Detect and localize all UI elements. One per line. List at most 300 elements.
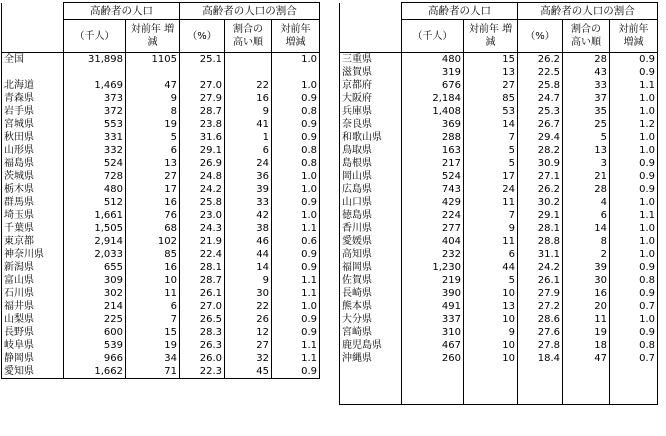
share-rank-cell: 37 [563, 92, 610, 105]
prefecture-cell: 愛媛県 [340, 235, 402, 248]
share-percent-cell: 28.2 [518, 144, 563, 157]
share-rank-cell: 14 [563, 222, 610, 235]
prefecture-cell: 広島県 [340, 183, 402, 196]
share-percent-cell: 26.0 [180, 352, 225, 365]
prefecture-cell: 福井県 [2, 300, 64, 313]
share-percent-cell: 24.3 [180, 222, 225, 235]
share-change-cell: 1.1 [272, 274, 320, 287]
share-rank-cell: 18 [563, 339, 610, 352]
prefecture-cell: 愛知県 [2, 365, 64, 379]
share-percent-cell: 23.0 [180, 209, 225, 222]
share-percent-cell: 30.9 [518, 157, 563, 170]
table-row [2, 300, 320, 313]
table-row [2, 183, 320, 196]
share-percent-cell: 28.7 [180, 105, 225, 118]
population-cell: 491 [402, 300, 464, 313]
share-percent-cell: 24.2 [518, 261, 563, 274]
share-rank-cell: 5 [563, 131, 610, 144]
share-change-cell: 0.9 [272, 92, 320, 105]
share-percent-cell: 25.8 [518, 79, 563, 92]
share-change-cell: 1.0 [610, 144, 658, 157]
prefecture-cell: 大阪府 [340, 92, 402, 105]
population-change-cell: 10 [464, 339, 518, 352]
share-percent-cell: 30.2 [518, 196, 563, 209]
thousand-header: （千人） [64, 20, 126, 53]
share-rank-cell: 2 [563, 248, 610, 261]
population-change-cell: 7 [464, 131, 518, 144]
table-row [2, 209, 320, 222]
share-percent-cell: 26.1 [518, 274, 563, 287]
share-change-cell: 1.1 [272, 222, 320, 235]
population-cell: 332 [64, 144, 126, 157]
share-change-cell [272, 66, 320, 79]
rank-header-text: 割合の 高い順 [571, 24, 601, 48]
population-cell: 277 [402, 222, 464, 235]
table-row [2, 79, 320, 92]
population-change-cell: 47 [126, 79, 180, 92]
share-percent-cell: 27.2 [518, 300, 563, 313]
population-change-cell: 10 [126, 274, 180, 287]
prefecture-cell: 熊本県 [340, 300, 402, 313]
share-rank-cell: 6 [225, 144, 272, 157]
population-cell: 1,408 [402, 105, 464, 118]
left-table-body [2, 53, 320, 379]
yoy-header-text: 対前年 増減 [130, 24, 175, 48]
population-cell: 163 [402, 144, 464, 157]
share-rank-cell: 39 [563, 261, 610, 274]
population-change-cell: 11 [464, 196, 518, 209]
population-cell: 390 [402, 287, 464, 300]
share-change-cell: 1.0 [610, 92, 658, 105]
population-change-cell: 16 [126, 261, 180, 274]
table-row [340, 170, 658, 183]
population-cell: 1,469 [64, 79, 126, 92]
share-change-cell: 0.9 [272, 248, 320, 261]
rank-header-text: 割合の 高い順 [233, 24, 263, 48]
population-cell: 260 [402, 352, 464, 365]
share-percent-cell: 26.3 [180, 339, 225, 352]
population-change-cell: 19 [126, 339, 180, 352]
prefecture-cell: 大分県 [340, 313, 402, 326]
share-percent-cell: 28.1 [518, 222, 563, 235]
share-rank-cell: 11 [563, 313, 610, 326]
share-change-cell: 0.9 [610, 157, 658, 170]
prefecture-cell: 徳島県 [340, 209, 402, 222]
prefecture-cell: 三重県 [340, 53, 402, 67]
population-cell: 309 [64, 274, 126, 287]
population-change-cell: 6 [126, 144, 180, 157]
share-rank-cell: 35 [563, 105, 610, 118]
table-row [2, 339, 320, 352]
table-row [340, 53, 658, 67]
share-rank-cell: 47 [563, 352, 610, 365]
table-row [2, 118, 320, 131]
table-row [2, 105, 320, 118]
share-change-cell: 0.9 [272, 313, 320, 326]
share-rank-cell: 6 [563, 209, 610, 222]
share-percent-cell: 29.1 [518, 209, 563, 222]
population-change-cell: 5 [464, 144, 518, 157]
population-cell: 512 [64, 196, 126, 209]
share-rank-cell: 33 [225, 196, 272, 209]
share-change-cell: 1.0 [610, 248, 658, 261]
share-change-cell: 1.0 [610, 196, 658, 209]
population-cell: 429 [402, 196, 464, 209]
prefecture-cell: 宮城県 [2, 118, 64, 131]
share-rank-cell: 38 [225, 222, 272, 235]
share-change-cell: 0.9 [272, 365, 320, 379]
share-percent-cell: 18.4 [518, 352, 563, 365]
share-change-cell: 0.6 [272, 235, 320, 248]
population-cell: 539 [64, 339, 126, 352]
table-row [340, 339, 658, 352]
share-percent-cell: 25.1 [180, 53, 225, 67]
share-percent-cell: 31.6 [180, 131, 225, 144]
prefecture-cell: 和歌山県 [340, 131, 402, 144]
share-percent-cell: 28.6 [518, 313, 563, 326]
population-cell: 373 [64, 92, 126, 105]
prefecture-cell: 秋田県 [2, 131, 64, 144]
prefecture-cell: 滋賀県 [340, 66, 402, 79]
share-percent-cell: 27.0 [180, 300, 225, 313]
population-cell [402, 378, 464, 391]
table-row [340, 196, 658, 209]
prefecture-cell: 香川県 [340, 222, 402, 235]
table-row [340, 352, 658, 365]
share-change-cell: 0.8 [610, 274, 658, 287]
prefecture-cell: 佐賀県 [340, 274, 402, 287]
population-cell: 224 [402, 209, 464, 222]
share-percent-cell: 27.0 [180, 79, 225, 92]
prefecture-cell: 鳥取県 [340, 144, 402, 157]
share-rank-cell: 21 [563, 170, 610, 183]
population-change-cell: 15 [126, 326, 180, 339]
population-cell: 1,505 [64, 222, 126, 235]
share-percent-cell: 24.8 [180, 170, 225, 183]
share-percent-cell: 27.9 [180, 92, 225, 105]
share-change-cell: 1.0 [610, 235, 658, 248]
share-change-cell: 0.9 [610, 326, 658, 339]
share-rank-cell: 30 [563, 274, 610, 287]
prefecture-cell: 岡山県 [340, 170, 402, 183]
share-change-cell: 1.1 [272, 352, 320, 365]
share-change-cell: 0.9 [610, 53, 658, 67]
population-cell: 676 [402, 79, 464, 92]
table-row [340, 313, 658, 326]
share-change-cell: 0.7 [610, 300, 658, 313]
prefecture-cell: 山口県 [340, 196, 402, 209]
prefecture-cell: 全国 [2, 53, 64, 67]
population-change-cell: 34 [126, 352, 180, 365]
population-change-cell: 17 [464, 170, 518, 183]
left-population-table [1, 2, 320, 379]
population-change-cell: 24 [464, 183, 518, 196]
share-rank-cell: 9 [225, 274, 272, 287]
prefecture-cell: 鹿児島県 [340, 339, 402, 352]
prefecture-cell: 青森県 [2, 92, 64, 105]
table-row [340, 287, 658, 300]
population-cell: 553 [64, 118, 126, 131]
share-change-cell: 0.8 [610, 339, 658, 352]
table-row [2, 92, 320, 105]
population-cell: 1,661 [64, 209, 126, 222]
percent-header: （%） [518, 20, 563, 53]
share-change-cell: 0.9 [272, 326, 320, 339]
population-change-cell: 85 [464, 92, 518, 105]
table-row [340, 183, 658, 196]
population-change-cell: 44 [464, 261, 518, 274]
population-change-cell: 102 [126, 235, 180, 248]
table-row [2, 287, 320, 300]
share-rank-cell: 43 [563, 66, 610, 79]
population-change-cell: 14 [464, 118, 518, 131]
share-change-cell: 1.0 [272, 209, 320, 222]
prefecture-cell: 神奈川県 [2, 248, 64, 261]
population-cell: 217 [402, 157, 464, 170]
share-rank-cell: 46 [225, 235, 272, 248]
share-percent-cell: 28.1 [180, 261, 225, 274]
prefecture-cell: 高知県 [340, 248, 402, 261]
prefecture-cell: 奈良県 [340, 118, 402, 131]
prefecture-cell: 島根県 [340, 157, 402, 170]
population-cell: 31,898 [64, 53, 126, 67]
yoy2-header [610, 20, 658, 53]
share-rank-cell: 12 [225, 326, 272, 339]
share-change-cell: 0.9 [610, 287, 658, 300]
header-row-top [340, 3, 658, 20]
share-change-cell: 1.0 [272, 53, 320, 67]
table-row [2, 131, 320, 144]
share-change-cell: 1.1 [610, 79, 658, 92]
share-percent-cell: 28.7 [180, 274, 225, 287]
share-percent-cell: 21.9 [180, 235, 225, 248]
population-cell: 966 [64, 352, 126, 365]
share-percent-cell: 27.6 [518, 326, 563, 339]
rank-header [563, 20, 610, 53]
table-row [2, 326, 320, 339]
share-change-cell: 1.0 [610, 105, 658, 118]
share-rank-cell [563, 391, 610, 405]
share-percent-cell: 24.7 [518, 92, 563, 105]
share-change-cell: 1.1 [272, 339, 320, 352]
share-percent-cell: 26.2 [518, 53, 563, 67]
share-change-cell: 1.0 [610, 222, 658, 235]
share-change-cell: 1.0 [272, 183, 320, 196]
population-change-cell: 17 [126, 183, 180, 196]
prefecture-cell: 長野県 [2, 326, 64, 339]
share-change-cell: 0.9 [610, 183, 658, 196]
population-change-cell: 53 [464, 105, 518, 118]
population-cell: 369 [402, 118, 464, 131]
prefecture-cell: 山形県 [2, 144, 64, 157]
population-change-cell: 71 [126, 365, 180, 379]
share-rank-cell: 42 [225, 209, 272, 222]
header-row-top [2, 3, 320, 20]
population-change-cell: 11 [464, 235, 518, 248]
table-row [2, 235, 320, 248]
population-cell: 310 [402, 326, 464, 339]
header-row-sub [2, 20, 320, 53]
table-row [340, 92, 658, 105]
population-cell: 524 [64, 157, 126, 170]
share-rank-cell: 28 [563, 183, 610, 196]
right-population-table [339, 2, 658, 405]
population-header: 高齢者の人口 [64, 3, 180, 20]
prefecture-cell: 群馬県 [2, 196, 64, 209]
population-change-cell [464, 391, 518, 405]
table-row [340, 326, 658, 339]
share-change-cell: 1.2 [610, 118, 658, 131]
share-rank-cell [563, 365, 610, 378]
share-change-cell [610, 365, 658, 378]
population-change-cell: 13 [464, 300, 518, 313]
population-cell: 1,230 [402, 261, 464, 274]
share-percent-cell: 24.2 [180, 183, 225, 196]
table-row [2, 313, 320, 326]
population-change-cell: 8 [126, 105, 180, 118]
population-change-cell: 7 [126, 313, 180, 326]
population-change-cell: 7 [464, 209, 518, 222]
share-percent-cell: 25.3 [518, 105, 563, 118]
share-percent-cell: 22.5 [518, 66, 563, 79]
share-rank-cell: 26 [225, 313, 272, 326]
share-percent-cell: 31.1 [518, 248, 563, 261]
table-row [2, 66, 320, 79]
table-row [340, 261, 658, 274]
population-cell: 404 [402, 235, 464, 248]
population-change-cell: 76 [126, 209, 180, 222]
share-percent-cell: 26.9 [180, 157, 225, 170]
table-row [2, 261, 320, 274]
share-header: 高齢者の人口の割合 [180, 3, 320, 20]
prefecture-cell: 宮崎県 [340, 326, 402, 339]
population-cell: 728 [64, 170, 126, 183]
table-row [2, 248, 320, 261]
table-row [340, 274, 658, 287]
population-cell: 467 [402, 339, 464, 352]
table-row [2, 196, 320, 209]
share-rank-cell: 33 [563, 79, 610, 92]
population-cell: 214 [64, 300, 126, 313]
table-row [2, 352, 320, 365]
population-change-cell [126, 66, 180, 79]
table-row [340, 235, 658, 248]
population-change-cell: 27 [464, 79, 518, 92]
population-cell: 225 [64, 313, 126, 326]
share-change-cell: 0.8 [272, 144, 320, 157]
prefecture-cell: 栃木県 [2, 183, 64, 196]
share-change-cell: 1.0 [272, 300, 320, 313]
population-cell: 524 [402, 170, 464, 183]
population-change-cell: 9 [464, 222, 518, 235]
prefecture-cell: 東京都 [2, 235, 64, 248]
share-percent-cell: 29.1 [180, 144, 225, 157]
population-cell: 2,184 [402, 92, 464, 105]
table-row [340, 144, 658, 157]
share-rank-cell: 28 [563, 53, 610, 67]
population-header: 高齢者の人口 [402, 3, 518, 20]
share-rank-cell: 4 [563, 196, 610, 209]
share-percent-cell: 29.4 [518, 131, 563, 144]
share-rank-cell: 13 [563, 144, 610, 157]
prefecture-cell: 茨城県 [2, 170, 64, 183]
percent-header: （%） [180, 20, 225, 53]
prefecture-cell: 長崎県 [340, 287, 402, 300]
share-percent-cell: 22.4 [180, 248, 225, 261]
prefecture-cell: 沖縄県 [340, 352, 402, 365]
prefecture-cell: 石川県 [2, 287, 64, 300]
thousand-header: （千人） [402, 20, 464, 53]
population-cell [64, 66, 126, 79]
share-rank-cell: 45 [225, 365, 272, 379]
share-percent-cell [518, 378, 563, 391]
prefecture-cell: 千葉県 [2, 222, 64, 235]
share-percent-cell: 26.5 [180, 313, 225, 326]
prefecture-cell: 福岡県 [340, 261, 402, 274]
share-percent-cell: 28.8 [518, 235, 563, 248]
prefecture-cell: 岩手県 [2, 105, 64, 118]
population-cell [402, 365, 464, 378]
share-change-cell: 0.8 [272, 105, 320, 118]
share-rank-cell: 3 [563, 157, 610, 170]
share-percent-cell: 25.8 [180, 196, 225, 209]
prefecture-cell: 岐阜県 [2, 339, 64, 352]
share-rank-cell: 32 [225, 352, 272, 365]
table-row [2, 222, 320, 235]
share-rank-cell: 27 [225, 339, 272, 352]
population-cell: 2,033 [64, 248, 126, 261]
share-percent-cell: 26.2 [518, 183, 563, 196]
share-rank-cell: 25 [563, 118, 610, 131]
population-change-cell: 27 [126, 170, 180, 183]
share-change-cell: 1.0 [272, 79, 320, 92]
table-row [340, 391, 658, 405]
population-change-cell: 5 [126, 131, 180, 144]
pref-subheader-blank [340, 20, 402, 53]
share-percent-cell: 27.8 [518, 339, 563, 352]
table-row [340, 131, 658, 144]
share-change-cell: 0.9 [272, 261, 320, 274]
share-change-cell: 0.7 [610, 352, 658, 365]
table-row [340, 66, 658, 79]
table-row [340, 300, 658, 313]
population-cell: 743 [402, 183, 464, 196]
share-rank-cell: 16 [563, 287, 610, 300]
population-cell: 480 [64, 183, 126, 196]
population-change-cell: 13 [126, 157, 180, 170]
share-percent-cell: 26.7 [518, 118, 563, 131]
prefecture-cell: 京都府 [340, 79, 402, 92]
share-change-cell: 1.1 [272, 287, 320, 300]
table-row [2, 157, 320, 170]
yoy-header [464, 20, 518, 53]
share-rank-cell: 8 [563, 235, 610, 248]
share-change-cell: 1.0 [272, 170, 320, 183]
table-row [340, 248, 658, 261]
yoy2-header-text: 対前年 増減 [280, 24, 311, 48]
prefecture-cell: 富山県 [2, 274, 64, 287]
prefecture-cell: 静岡県 [2, 352, 64, 365]
population-change-cell: 10 [464, 287, 518, 300]
prefecture-cell: 埼玉県 [2, 209, 64, 222]
table-row [340, 118, 658, 131]
share-percent-cell: 27.9 [518, 287, 563, 300]
population-cell: 655 [64, 261, 126, 274]
share-percent-cell: 22.3 [180, 365, 225, 379]
population-cell: 372 [64, 105, 126, 118]
prefecture-cell: 山梨県 [2, 313, 64, 326]
population-change-cell: 6 [464, 248, 518, 261]
